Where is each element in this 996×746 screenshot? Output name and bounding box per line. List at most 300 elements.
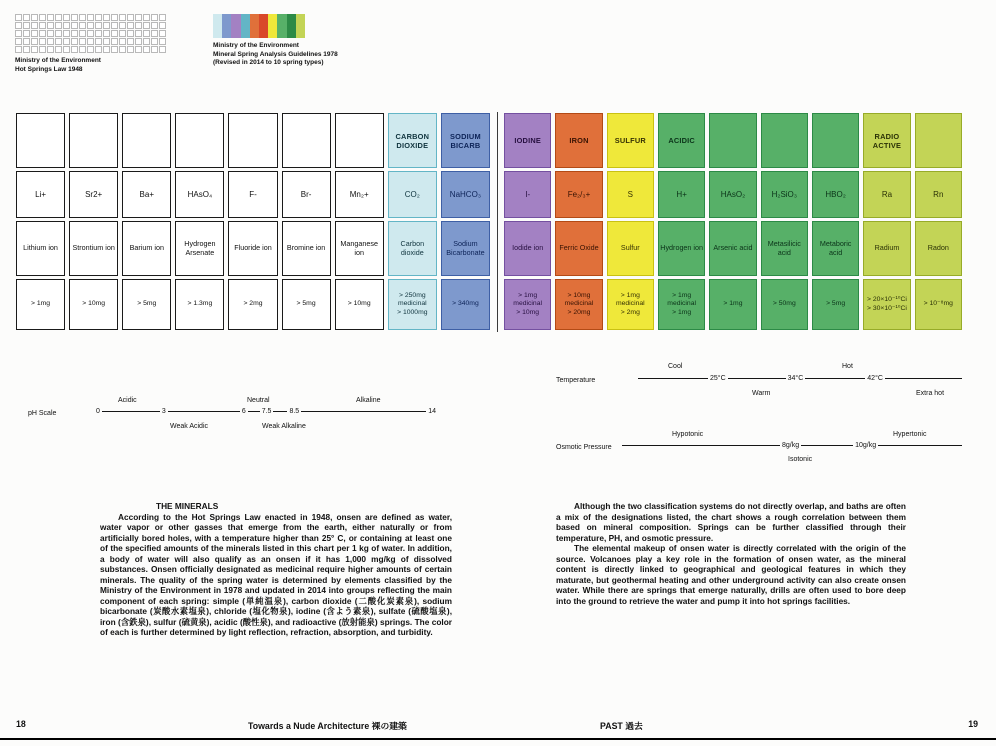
legend-grid-square	[71, 30, 78, 37]
column-group-header	[441, 113, 490, 168]
threshold-line: > 2mg	[620, 308, 640, 316]
mineral-name-label: Metaboric acid	[819, 238, 852, 257]
name-cell	[388, 221, 437, 276]
column-group-label: CARBON DIOXIDE	[395, 131, 430, 150]
colorbar-segment	[287, 14, 296, 38]
mineral-column	[16, 113, 65, 330]
legend-grid	[15, 14, 166, 53]
threshold-cell	[388, 279, 437, 330]
legend-grid-square	[15, 14, 22, 21]
scale-tick: 34°C	[787, 374, 804, 382]
legend-grid-square	[71, 38, 78, 45]
legend-grid-square	[79, 46, 86, 53]
legend-grid-square	[23, 30, 30, 37]
mineral-name-label: Iodide ion	[512, 243, 544, 253]
formula-label: Sr2+	[85, 190, 103, 199]
legend-grid-square	[111, 38, 118, 45]
minerals-table-right	[504, 113, 962, 330]
column-group-header	[16, 113, 65, 168]
name-cell	[504, 221, 551, 276]
threshold-cell	[122, 279, 171, 330]
scale-tick: 25°C	[710, 374, 726, 382]
legend-grid-square	[111, 14, 118, 21]
formula-label: HBO₂	[825, 190, 846, 199]
threshold-line: > 10mg	[82, 300, 106, 308]
scale-line-segment	[728, 378, 786, 379]
legend-grid-square	[47, 22, 54, 29]
ph-zone-weak-acidic: Weak Acidic	[170, 423, 208, 430]
mineral-column	[709, 113, 756, 330]
threshold-line: > 1.3mg	[187, 300, 213, 308]
legend-grid-square	[135, 46, 142, 53]
name-cell	[658, 221, 705, 276]
name-cell	[915, 221, 962, 276]
formula-label: HAsO₂	[720, 190, 746, 199]
legend-grid-square	[143, 22, 150, 29]
threshold-cell	[658, 279, 705, 330]
ph-scale-label: pH Scale	[28, 410, 57, 417]
threshold-line: > 1mg	[31, 300, 51, 308]
mineral-name-label: Carbon dioxide	[400, 238, 425, 257]
legend-grid-square	[63, 38, 70, 45]
threshold-cell	[863, 279, 910, 330]
scale-line-segment	[273, 411, 287, 412]
name-cell	[812, 221, 859, 276]
mineral-name-label: Hydrogen ion	[660, 243, 704, 253]
formula-cell	[812, 171, 859, 218]
threshold-line: medicinal	[513, 300, 543, 308]
column-group-header	[69, 113, 118, 168]
legend-grid-square	[63, 46, 70, 53]
threshold-cell	[16, 279, 65, 330]
right-text-block	[556, 501, 906, 606]
colorbar-segment	[268, 14, 277, 38]
colorbar-segment	[213, 14, 222, 38]
scale-tick: 10g/kg	[855, 441, 877, 449]
name-cell	[555, 221, 602, 276]
threshold-cell	[607, 279, 654, 330]
mineral-name-label: Metasilicic acid	[767, 238, 801, 257]
column-group-header	[863, 113, 910, 168]
name-cell	[228, 221, 277, 276]
name-cell	[607, 221, 654, 276]
column-group-label: SODIUM BICARB	[450, 131, 481, 150]
mineral-column	[504, 113, 551, 330]
threshold-line: medicinal	[564, 300, 594, 308]
name-cell	[69, 221, 118, 276]
name-cell	[282, 221, 331, 276]
mineral-name-label: Manganese ion	[340, 238, 378, 257]
name-cell	[16, 221, 65, 276]
legend-grid-square	[103, 46, 110, 53]
column-group-header	[175, 113, 224, 168]
legend-grid-square	[159, 22, 166, 29]
mineral-column	[915, 113, 962, 330]
column-group-header	[388, 113, 437, 168]
chapter-title: PAST 過去	[600, 721, 643, 731]
formula-cell	[709, 171, 756, 218]
minerals-heading: THE MINERALS	[156, 501, 219, 511]
legend-grid-square	[23, 22, 30, 29]
mineral-column	[863, 113, 910, 330]
threshold-line: medicinal	[615, 300, 645, 308]
legend-grid-square	[87, 22, 94, 29]
scale-line-segment	[801, 445, 853, 446]
mineral-name-label: Hydrogen Arsenate	[184, 238, 216, 257]
ph-zone-alkaline: Alkaline	[356, 397, 381, 404]
threshold-line: > 5mg	[296, 300, 316, 308]
footer-rule	[0, 738, 996, 740]
threshold-line: > 20×10⁻¹⁰Ci	[866, 296, 907, 304]
legend-grid-square	[143, 46, 150, 53]
legend-grid-square	[79, 22, 86, 29]
formula-cell	[761, 171, 808, 218]
legend-grid-square	[23, 38, 30, 45]
scale-line-segment	[638, 378, 708, 379]
legend-grid-square	[39, 46, 46, 53]
osmotic-zone-hypotonic: Hypotonic	[672, 431, 704, 438]
minerals-paragraph: According to the Hot Springs Law enacted in 1948, onsen are defined as water, water vapor or other gasses that emerge from the earth, either naturally or from artificially bored holes, with a temperature higher than 25° C, or containing at least one of the specified amounts of the minerals listed in this chart per 1 kg of water. In addition, a body of water will also qualify as an onsen if it has 1,000 mg/kg of dissolved substances. Onsen officially designated as medicinal require higher amounts of certain minerals. The quality of the spring water is determined by elements classified by the Ministry of the Environment in 1978 and updated in 2014 into groups reflecting the main component of each spring: simple (単純温泉), carbon dioxide (二酸化炭素泉), sodium bicarbonate (炭酸水素塩泉), chloride (塩化物泉), iodine (含よう素泉), sulfate (硫酸塩泉), iron (含鉄泉), sulfur (硫黄泉), acidic (酸性泉), and radioactive (放射能泉) springs. The color of each is further determined by light reflection, refraction, absorption, and turbidity.	[100, 511, 452, 637]
column-group-label: RADIO ACTIVE	[872, 131, 902, 150]
formula-cell	[915, 171, 962, 218]
legend-grid-square	[87, 38, 94, 45]
mineral-name-label: Lithium ion	[23, 243, 58, 253]
name-cell	[335, 221, 384, 276]
threshold-line: > 10mg	[347, 300, 371, 308]
caption-line: Hot Springs Law 1948	[15, 65, 83, 73]
mineral-column	[282, 113, 331, 330]
name-cell	[122, 221, 171, 276]
legend-grid-square	[47, 14, 54, 21]
threshold-cell	[915, 279, 962, 330]
formula-cell	[69, 171, 118, 218]
column-group-header	[761, 113, 808, 168]
formula-cell	[122, 171, 171, 218]
mineral-column	[812, 113, 859, 330]
page-number-left: 18	[16, 719, 26, 729]
threshold-cell	[228, 279, 277, 330]
column-group-label: SULFUR	[614, 136, 646, 145]
colorbar-segment	[222, 14, 231, 38]
legend-grid-square	[119, 22, 126, 29]
legend-grid-square	[151, 22, 158, 29]
threshold-cell	[709, 279, 756, 330]
legend-grid-square	[15, 38, 22, 45]
formula-cell	[228, 171, 277, 218]
osmotic-scale-label: Osmotic Pressure	[556, 444, 612, 451]
column-group-label: ACIDIC	[668, 136, 695, 145]
caption-line: Ministry of the Environment	[213, 42, 299, 49]
ph-zone-neutral: Neutral	[247, 397, 270, 404]
formula-label: Li+	[35, 190, 46, 199]
spring-types-colorbar	[213, 14, 305, 38]
temp-zone-extra-hot: Extra hot	[916, 390, 945, 397]
legend-grid-square	[151, 30, 158, 37]
legend-grid-square	[127, 46, 134, 53]
colorbar-segment	[250, 14, 259, 38]
caption-line: Ministry of the Environment	[15, 57, 101, 64]
threshold-line: medicinal	[667, 300, 696, 308]
mineral-name-label: Radium	[874, 243, 900, 253]
mineral-column	[69, 113, 118, 330]
legend-grid-square	[39, 30, 46, 37]
formula-label: Rn	[933, 190, 944, 199]
legend-grid-square	[31, 30, 38, 37]
threshold-line: > 250mg	[399, 291, 426, 299]
legend-grid-square	[119, 46, 126, 53]
legend-grid-square	[135, 22, 142, 29]
threshold-line: > 1mg	[672, 291, 692, 299]
threshold-line: > 1mg	[620, 291, 640, 299]
legend-grid-square	[55, 14, 62, 21]
legend-grid-square	[15, 22, 22, 29]
legend-grid-square	[39, 22, 46, 29]
threshold-line: > 50mg	[772, 300, 796, 308]
legend-grid-square	[127, 30, 134, 37]
legend-grid-square	[103, 38, 110, 45]
mineral-column	[228, 113, 277, 330]
legend-grid-caption	[15, 57, 101, 74]
legend-grid-square	[95, 46, 102, 53]
legend-grid-square	[151, 46, 158, 53]
mineral-name-label: Arsenic acid	[713, 243, 753, 253]
threshold-line: > 20mg	[567, 308, 591, 316]
legend-grid-square	[55, 30, 62, 37]
legend-grid-square	[103, 30, 110, 37]
book-title: Towards a Nude Architecture 裸の建築	[248, 721, 407, 731]
legend-grid-square	[135, 30, 142, 37]
threshold-cell	[69, 279, 118, 330]
colorbar-segment	[231, 14, 240, 38]
mineral-name-label: Sulfur	[620, 243, 640, 253]
colorbar-segment	[259, 14, 268, 38]
formula-label: Ra	[881, 190, 893, 199]
formula-label: Br-	[300, 190, 312, 199]
mineral-column	[122, 113, 171, 330]
legend-grid-square	[87, 14, 94, 21]
threshold-cell	[441, 279, 490, 330]
column-group-header	[335, 113, 384, 168]
ph-zone-acidic: Acidic	[118, 397, 137, 404]
legend-grid-square	[119, 38, 126, 45]
legend-grid-square	[119, 30, 126, 37]
legend-grid-square	[111, 46, 118, 53]
colorbar-segment	[277, 14, 286, 38]
legend-grid-square	[159, 30, 166, 37]
formula-label: F-	[249, 190, 257, 199]
scale-line-segment	[878, 445, 962, 446]
page-gutter-line	[497, 112, 498, 332]
temperature-scale-label: Temperature	[556, 377, 596, 384]
threshold-line: > 5mg	[137, 300, 157, 308]
formula-label: Ba+	[139, 190, 154, 199]
legend-grid-square	[71, 14, 78, 21]
threshold-line: > 1000mg	[397, 308, 428, 316]
column-group-header	[607, 113, 654, 168]
mineral-column	[607, 113, 654, 330]
scale-line-segment	[885, 378, 962, 379]
formula-cell	[607, 171, 654, 218]
legend-grid-square	[87, 30, 94, 37]
scale-line-segment	[102, 411, 160, 412]
formula-cell	[555, 171, 602, 218]
scale-tick: 8g/kg	[782, 441, 800, 449]
formula-cell	[175, 171, 224, 218]
scale-line-segment	[301, 411, 426, 412]
legend-grid-square	[79, 38, 86, 45]
threshold-line: > 340mg	[452, 300, 479, 308]
legend-grid-square	[103, 22, 110, 29]
threshold-cell	[555, 279, 602, 330]
osmotic-zone-isotonic: Isotonic	[788, 456, 813, 463]
legend-grid-square	[31, 46, 38, 53]
legend-grid-square	[143, 14, 150, 21]
threshold-line: > 1mg	[518, 291, 538, 299]
mineral-name-label: Radon	[927, 243, 949, 253]
legend-grid-square	[143, 30, 150, 37]
legend-grid-square	[47, 46, 54, 53]
legend-grid-square	[63, 30, 70, 37]
formula-label: Fe₂/₃+	[567, 190, 591, 199]
mineral-name-label: Ferric Oxide	[559, 243, 599, 253]
column-group-header	[658, 113, 705, 168]
name-cell	[175, 221, 224, 276]
mineral-column	[761, 113, 808, 330]
column-group-header	[282, 113, 331, 168]
formula-label: S	[627, 190, 633, 199]
scale-line-segment	[805, 378, 865, 379]
legend-grid-square	[119, 14, 126, 21]
column-group-label: IRON	[569, 136, 589, 145]
threshold-cell	[812, 279, 859, 330]
formula-label: CO₂	[404, 190, 420, 199]
threshold-line: > 10⁻⁸mg	[923, 300, 953, 308]
threshold-line: > 5mg	[826, 300, 846, 308]
scale-tick: 14	[428, 407, 436, 415]
legend-grid-square	[151, 14, 158, 21]
threshold-cell	[761, 279, 808, 330]
legend-grid-square	[71, 46, 78, 53]
name-cell	[761, 221, 808, 276]
colorbar-caption	[213, 42, 338, 68]
mineral-name-label: Barium ion	[129, 243, 164, 253]
legend-grid-square	[135, 14, 142, 21]
ph-scale-line	[94, 407, 438, 416]
ph-zone-weak-alkaline: Weak Alkaline	[262, 423, 306, 430]
column-group-header	[915, 113, 962, 168]
classification-paragraph: Although the two classification systems do not directly overlap, and baths are often a mix of the designations listed, the chart shows a rough correlation between them based on mineral composition. Springs can be further classified through their temperature, PH, and osmotic pressure.	[556, 501, 906, 543]
threshold-line: > 30×10⁻¹⁰Ci	[866, 304, 907, 312]
threshold-line: > 1mg	[672, 308, 692, 316]
temperature-scale-line	[638, 374, 962, 383]
legend-grid-square	[55, 38, 62, 45]
legend-grid-square	[39, 14, 46, 21]
scale-tick: 42°C	[867, 374, 883, 382]
legend-grid-square	[159, 38, 166, 45]
mineral-name-label: Fluoride ion	[234, 243, 272, 253]
threshold-line: > 10mg	[567, 291, 591, 299]
legend-grid-square	[135, 38, 142, 45]
formula-cell	[388, 171, 437, 218]
formula-cell	[863, 171, 910, 218]
legend-grid-square	[159, 46, 166, 53]
formula-label: HAsO₄	[187, 190, 213, 199]
mineral-column	[441, 113, 490, 330]
threshold-cell	[282, 279, 331, 330]
legend-grid-square	[79, 14, 86, 21]
formula-cell	[282, 171, 331, 218]
threshold-cell	[504, 279, 551, 330]
legend-grid-square	[95, 38, 102, 45]
threshold-cell	[335, 279, 384, 330]
legend-grid-square	[39, 38, 46, 45]
legend-grid-square	[95, 30, 102, 37]
legend-grid-square	[143, 38, 150, 45]
legend-grid-square	[79, 30, 86, 37]
mineral-column	[555, 113, 602, 330]
legend-grid-square	[31, 22, 38, 29]
legend-grid-square	[103, 14, 110, 21]
legend-grid-square	[127, 14, 134, 21]
scale-line-segment	[622, 445, 780, 446]
threshold-line: > 2mg	[243, 300, 263, 308]
scale-tick: 8.5	[289, 407, 300, 415]
column-group-header	[122, 113, 171, 168]
caption-line: (Revised in 2014 to 10 spring types)	[213, 59, 324, 66]
legend-grid-square	[111, 22, 118, 29]
legend-grid-square	[15, 30, 22, 37]
legend-grid-square	[95, 22, 102, 29]
legend-grid-square	[31, 38, 38, 45]
osmotic-scale-line	[622, 441, 962, 450]
name-cell	[863, 221, 910, 276]
scale-line-segment	[168, 411, 240, 412]
scale-tick: 3	[161, 407, 166, 415]
column-group-header	[555, 113, 602, 168]
legend-grid-square	[127, 22, 134, 29]
colorbar-segment	[241, 14, 250, 38]
legend-grid-square	[151, 38, 158, 45]
threshold-line: medicinal	[397, 300, 427, 308]
minerals-table-left	[16, 113, 490, 330]
formula-label: H₂SiO₃	[771, 190, 798, 199]
formula-label: Mn₂+	[349, 190, 369, 199]
legend-grid-square	[55, 46, 62, 53]
column-group-header	[812, 113, 859, 168]
name-cell	[709, 221, 756, 276]
formula-label: NaHCO₃	[449, 190, 482, 199]
mineral-column	[175, 113, 224, 330]
origin-paragraph: The elemental makeup of onsen water is directly correlated with the origin of the source. Volcanoes play a key role in the formation of onsen water, as the mineral content is directly linked to geographical and geological features in which they maturate, but geothermal heating and other underground activity can also create onsen water. While there are springs that emerge naturally, drills are often used to bore deep into the ground to retrieve the water and pump it into hot springs facilities.	[556, 543, 906, 606]
formula-cell	[335, 171, 384, 218]
legend-grid-square	[47, 38, 54, 45]
legend-grid-square	[23, 14, 30, 21]
mineral-name-label: Bromine ion	[286, 243, 326, 253]
legend-grid-square	[55, 22, 62, 29]
column-group-header	[228, 113, 277, 168]
legend-grid-square	[63, 22, 70, 29]
legend-grid-square	[15, 46, 22, 53]
formula-label: H+	[676, 190, 687, 199]
mineral-name-label: Strontium ion	[72, 243, 115, 253]
temp-zone-cool: Cool	[668, 363, 683, 370]
legend-grid-square	[63, 14, 70, 21]
scale-tick: 0	[96, 407, 100, 415]
mineral-column	[335, 113, 384, 330]
threshold-line: > 10mg	[516, 308, 540, 316]
mineral-column	[658, 113, 705, 330]
name-cell	[441, 221, 490, 276]
